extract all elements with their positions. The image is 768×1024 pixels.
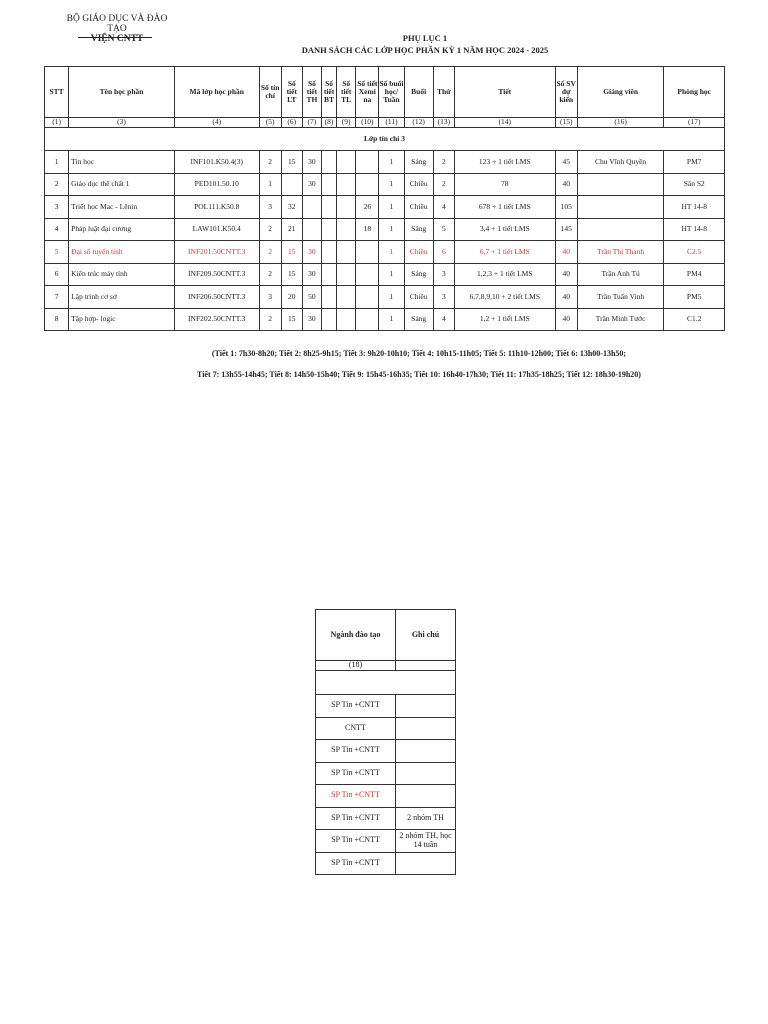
col-number: (6)	[281, 118, 302, 128]
col-header-credits: Số tín chỉ	[259, 67, 281, 118]
cell-section-code: INF209.50CNTT.3	[174, 263, 259, 286]
side-row	[316, 740, 456, 763]
cell-major: SP Tin +CNTT	[316, 740, 396, 763]
cell-th: 30	[302, 308, 321, 331]
cell-seminar	[356, 241, 379, 264]
blank-cell	[316, 671, 456, 695]
col-number: (7)	[302, 118, 321, 128]
cell-section-code: INF101.K50.4(3)	[174, 151, 259, 174]
cell-tl	[337, 308, 356, 331]
document-title: DANH SÁCH CÁC LỚP HỌC PHẦN KỲ 1 NĂM HỌC 2024 - 2025	[301, 45, 549, 55]
cell-course-name: Tập hợp- logic	[69, 308, 175, 331]
col-header-lecturer: Giảng viên	[577, 67, 664, 118]
cell-sessions-week: 1	[379, 173, 404, 196]
course-sections-table	[44, 66, 725, 331]
cell-credits: 2	[259, 241, 281, 264]
col-number: (11)	[379, 118, 404, 128]
cell-lt: 32	[281, 196, 302, 219]
cell-seminar	[356, 151, 379, 174]
cell-section-code: LAW101.K50.4	[174, 218, 259, 241]
col-header-seminar: Số tiết Xemi na	[356, 67, 379, 118]
cell-bt	[321, 263, 336, 286]
cell-section-code: POL111.K50.8	[174, 196, 259, 219]
cell-course-name: Giáo dục thể chất 1	[69, 173, 175, 196]
cell-course-name: Lập trình cơ sở	[69, 286, 175, 309]
cell-periods: 6,7,8,9,10 + 2 tiết LMS	[454, 286, 555, 309]
cell-periods: 6,7 + 1 tiết LMS	[454, 241, 555, 264]
cell-credits: 3	[259, 196, 281, 219]
cell-stt: 7	[45, 286, 69, 309]
cell-weekday: 6	[433, 241, 454, 264]
cell-session: Sáng	[404, 218, 433, 241]
cell-note: 2 nhóm TH, học 14 tuần	[396, 830, 456, 853]
side-row	[316, 762, 456, 785]
col-header-stt: STT	[45, 67, 69, 118]
cell-course-name: Đại số tuyến tính	[69, 241, 175, 264]
cell-students: 105	[555, 196, 577, 219]
cell-seminar: 26	[356, 196, 379, 219]
period-times-note-line1: (Tiết 1: 7h30-8h20; Tiết 2: 8h25-9h15; Tiết 3: 9h20-10h10; Tiết 4: 10h15-11h05; Tiết 5: 11h10-12h00; Tiết 6: 13h00-13h50;	[211, 349, 627, 358]
cell-note: 2 nhóm TH	[396, 807, 456, 830]
cell-room: C1.2	[664, 308, 725, 331]
cell-course-name: Tin học	[69, 151, 175, 174]
cell-weekday: 2	[433, 173, 454, 196]
col-header-section-code: Mã lớp học phần	[174, 67, 259, 118]
table-row	[45, 263, 725, 286]
cell-lecturer	[577, 173, 664, 196]
col-number: (12)	[404, 118, 433, 128]
col-header-course-name: Tên học phần	[69, 67, 175, 118]
col-number: (15)	[555, 118, 577, 128]
cell-session: Chiều	[404, 286, 433, 309]
appendix-label: PHỤ LỤC 1	[402, 33, 448, 43]
col-header-sessions-week: Số buổi học/ Tuần	[379, 67, 404, 118]
cell-lt: 15	[281, 241, 302, 264]
table-row	[45, 241, 725, 264]
cell-weekday: 4	[433, 196, 454, 219]
cell-lt: 15	[281, 263, 302, 286]
group-label: Lớp tín chỉ 3	[45, 128, 725, 151]
cell-note	[396, 717, 456, 740]
cell-session: Chiều	[404, 196, 433, 219]
cell-session: Sáng	[404, 308, 433, 331]
group-row	[45, 128, 725, 151]
cell-stt: 2	[45, 173, 69, 196]
cell-sessions-week: 1	[379, 196, 404, 219]
cell-major: SP Tin +CNTT	[316, 762, 396, 785]
cell-section-code: PED101.50.10	[174, 173, 259, 196]
col-header-session: Buổi	[404, 67, 433, 118]
side-row	[316, 695, 456, 718]
cell-bt	[321, 173, 336, 196]
cell-session: Sáng	[404, 263, 433, 286]
cell-lt: 15	[281, 151, 302, 174]
col-header-students: Số SV dự kiến	[555, 67, 577, 118]
cell-room: C2.5	[664, 241, 725, 264]
cell-stt: 3	[45, 196, 69, 219]
col-number: (9)	[337, 118, 356, 128]
side-row	[316, 785, 456, 808]
cell-seminar	[356, 286, 379, 309]
cell-bt	[321, 151, 336, 174]
side-blank-row	[316, 671, 456, 695]
cell-stt: 4	[45, 218, 69, 241]
col-header-tl: Số tiết TL	[337, 67, 356, 118]
cell-th	[302, 218, 321, 241]
col-number: (17)	[664, 118, 725, 128]
cell-stt: 5	[45, 241, 69, 264]
table-row	[45, 173, 725, 196]
cell-credits: 2	[259, 151, 281, 174]
cell-seminar	[356, 173, 379, 196]
cell-major: SP Tin +CNTT	[316, 785, 396, 808]
table-row	[45, 286, 725, 309]
cell-students: 40	[555, 286, 577, 309]
cell-tl	[337, 173, 356, 196]
col-number: (18)	[316, 661, 396, 671]
cell-course-name: Triết học Mac - Lênin	[69, 196, 175, 219]
ministry-name: BỘ GIÁO DỤC VÀ ĐÀO TẠO	[66, 14, 168, 34]
cell-credits: 3	[259, 286, 281, 309]
cell-periods: 123 + 1 tiết LMS	[454, 151, 555, 174]
cell-note	[396, 695, 456, 718]
col-header-major: Ngành đào tạo	[316, 610, 396, 661]
cell-stt: 6	[45, 263, 69, 286]
cell-bt	[321, 286, 336, 309]
table-row	[45, 151, 725, 174]
cell-th: 30	[302, 263, 321, 286]
cell-note	[396, 740, 456, 763]
col-header-periods: Tiết	[454, 67, 555, 118]
cell-major: SP Tin +CNTT	[316, 695, 396, 718]
col-number: (8)	[321, 118, 336, 128]
cell-sessions-week: 1	[379, 286, 404, 309]
col-number: (10)	[356, 118, 379, 128]
cell-stt: 8	[45, 308, 69, 331]
cell-credits: 1	[259, 173, 281, 196]
side-row	[316, 830, 456, 853]
cell-major: CNTT	[316, 717, 396, 740]
cell-bt	[321, 218, 336, 241]
cell-lt: 21	[281, 218, 302, 241]
table-row	[45, 218, 725, 241]
cell-lecturer: Trần Minh Tước	[577, 308, 664, 331]
col-number: (1)	[45, 118, 69, 128]
cell-th: 30	[302, 151, 321, 174]
col-header-weekday: Thứ	[433, 67, 454, 118]
cell-room: Sân S2	[664, 173, 725, 196]
cell-major: SP Tin +CNTT	[316, 852, 396, 875]
cell-periods: 78	[454, 173, 555, 196]
cell-bt	[321, 241, 336, 264]
table-row	[45, 308, 725, 331]
cell-credits: 2	[259, 308, 281, 331]
table-header-row	[45, 67, 725, 118]
col-header-note: Ghi chú	[396, 610, 456, 661]
cell-course-name: Pháp luật đại cương	[69, 218, 175, 241]
cell-weekday: 5	[433, 218, 454, 241]
side-row	[316, 807, 456, 830]
cell-weekday: 2	[433, 151, 454, 174]
cell-lecturer	[577, 218, 664, 241]
cell-credits: 2	[259, 263, 281, 286]
cell-periods: 678 + 1 tiết LMS	[454, 196, 555, 219]
cell-seminar	[356, 263, 379, 286]
cell-th	[302, 196, 321, 219]
cell-room: PM4	[664, 263, 725, 286]
col-header-room: Phòng học	[664, 67, 725, 118]
side-row	[316, 717, 456, 740]
col-number-empty	[396, 661, 456, 671]
cell-session: Chiều	[404, 173, 433, 196]
cell-sessions-week: 1	[379, 241, 404, 264]
cell-periods: 3,4 + 1 tiết LMS	[454, 218, 555, 241]
cell-section-code: INF206.50CNTT.3	[174, 286, 259, 309]
cell-weekday: 3	[433, 263, 454, 286]
col-number: (4)	[174, 118, 259, 128]
cell-lecturer: Trần Tuấn Vinh	[577, 286, 664, 309]
cell-section-code: INF201.50CNTT.3	[174, 241, 259, 264]
cell-room: PM7	[664, 151, 725, 174]
cell-tl	[337, 263, 356, 286]
cell-major: SP Tin +CNTT	[316, 830, 396, 853]
col-number: (13)	[433, 118, 454, 128]
col-number: (14)	[454, 118, 555, 128]
cell-seminar	[356, 308, 379, 331]
cell-note	[396, 785, 456, 808]
col-header-bt: Số tiết BT	[321, 67, 336, 118]
cell-tl	[337, 196, 356, 219]
cell-students: 45	[555, 151, 577, 174]
cell-note	[396, 762, 456, 785]
cell-bt	[321, 308, 336, 331]
cell-weekday: 3	[433, 286, 454, 309]
cell-students: 40	[555, 263, 577, 286]
column-number-row	[45, 118, 725, 128]
cell-tl	[337, 218, 356, 241]
cell-session: Chiều	[404, 241, 433, 264]
cell-room: HT 14-8	[664, 218, 725, 241]
side-header-row	[316, 610, 456, 661]
table-row	[45, 196, 725, 219]
cell-bt	[321, 196, 336, 219]
cell-lt: 20	[281, 286, 302, 309]
col-number: (5)	[259, 118, 281, 128]
major-notes-table	[315, 609, 456, 875]
side-row	[316, 852, 456, 875]
cell-course-name: Kiến trúc máy tính	[69, 263, 175, 286]
cell-major: SP Tin +CNTT	[316, 807, 396, 830]
cell-tl	[337, 241, 356, 264]
institute-name: VIỆN CNTT	[90, 34, 144, 44]
cell-students: 145	[555, 218, 577, 241]
col-number: (16)	[577, 118, 664, 128]
period-times-note-line2: Tiết 7: 13h55-14h45; Tiết 8: 14h50-15h40; Tiết 9: 15h45-16h35; Tiết 10: 16h40-17h30; Tiết 11: 17h35-18h25; Tiết 12: 18h30-19h20)	[197, 370, 641, 379]
side-number-row	[316, 661, 456, 671]
cell-tl	[337, 286, 356, 309]
cell-th: 30	[302, 173, 321, 196]
cell-credits: 2	[259, 218, 281, 241]
cell-note	[396, 852, 456, 875]
cell-lt	[281, 173, 302, 196]
cell-sessions-week: 1	[379, 263, 404, 286]
cell-weekday: 4	[433, 308, 454, 331]
cell-seminar: 18	[356, 218, 379, 241]
col-header-th: Số tiết TH	[302, 67, 321, 118]
cell-stt: 1	[45, 151, 69, 174]
cell-sessions-week: 1	[379, 151, 404, 174]
cell-th: 30	[302, 241, 321, 264]
cell-th: 50	[302, 286, 321, 309]
cell-sessions-week: 1	[379, 308, 404, 331]
cell-students: 40	[555, 173, 577, 196]
cell-sessions-week: 1	[379, 218, 404, 241]
cell-section-code: INF202.50CNTT.3	[174, 308, 259, 331]
cell-session: Sáng	[404, 151, 433, 174]
cell-periods: 1,2 + 1 tiết LMS	[454, 308, 555, 331]
col-header-lt: Số tiết LT	[281, 67, 302, 118]
cell-room: HT 14-8	[664, 196, 725, 219]
cell-students: 40	[555, 308, 577, 331]
cell-room: PM5	[664, 286, 725, 309]
col-number: (3)	[69, 118, 175, 128]
cell-lecturer: Trần Anh Tú	[577, 263, 664, 286]
cell-lecturer: Trần Thị Thanh	[577, 241, 664, 264]
cell-lecturer: Chu Vĩnh Quyền	[577, 151, 664, 174]
cell-lt: 15	[281, 308, 302, 331]
cell-tl	[337, 151, 356, 174]
cell-lecturer	[577, 196, 664, 219]
cell-periods: 1,2,3 + 1 tiết LMS	[454, 263, 555, 286]
cell-students: 40	[555, 241, 577, 264]
